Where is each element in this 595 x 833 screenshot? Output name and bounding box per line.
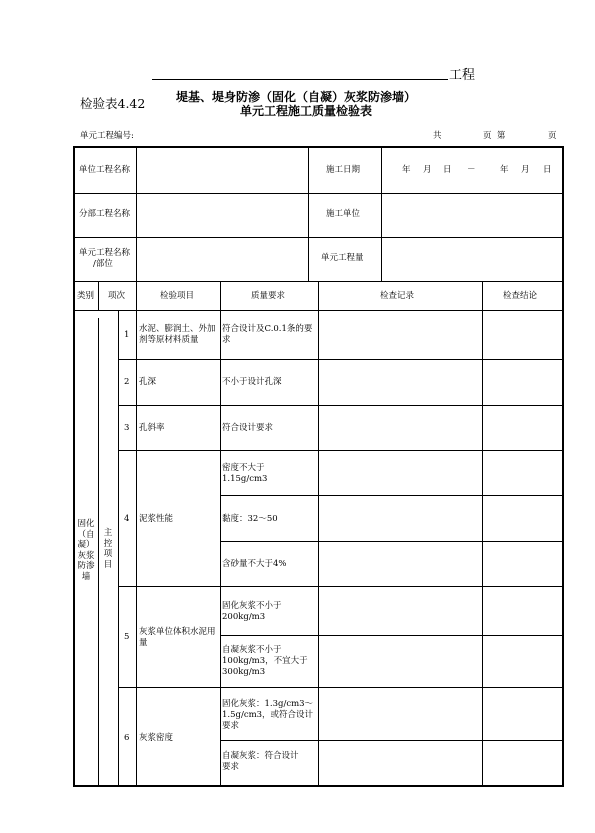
page-mid-label: 页 第 xyxy=(483,131,506,141)
row-3-item: 孔斜率 xyxy=(139,423,165,433)
table-right-border xyxy=(562,146,564,787)
row-3-record[interactable] xyxy=(319,406,481,449)
row-2-no: 2 xyxy=(124,377,130,387)
form-title-line1: 堤基、堤身防渗（固化（自凝）灰浆防渗墙） xyxy=(176,90,417,104)
row-4-req-1: 密度不大于1.15g/cm3 xyxy=(222,463,268,484)
row-1-item: 水泥、膨润土、外加剂等原材料质量 xyxy=(139,324,216,345)
row-5-record-2[interactable] xyxy=(319,636,481,686)
row-5-record-1[interactable] xyxy=(319,587,481,634)
row-6-conclusion[interactable] xyxy=(483,688,561,784)
row-4-record-3[interactable] xyxy=(319,542,481,585)
unit-code-label: 单元工程编号: xyxy=(80,131,134,141)
row-2-conclusion[interactable] xyxy=(483,360,561,404)
row-2-req: 不小于设计孔深 xyxy=(222,377,282,387)
row-5-conclusion[interactable] xyxy=(483,587,561,686)
header-item-no: 项次 xyxy=(108,291,126,301)
construction-unit-field[interactable] xyxy=(382,194,561,236)
table-left-border xyxy=(73,146,75,787)
date-dash: － xyxy=(467,165,476,175)
row-4-conclusion[interactable] xyxy=(483,451,561,585)
row-6-record-1[interactable] xyxy=(319,688,481,739)
unit-project-name-label: 单位工程名称 xyxy=(79,165,131,175)
row-3-conclusion[interactable] xyxy=(483,406,561,449)
category-label: 固化（自凝）灰浆防渗墙 xyxy=(77,519,95,582)
row-6-req-1: 固化灰浆：1.3g/cm3～1.5g/cm3，或符合设计要求 xyxy=(222,699,314,731)
row-4-req-3: 含砂量不大于4% xyxy=(222,559,287,569)
row-4-record-2[interactable] xyxy=(319,496,481,540)
date-year-1: 年 xyxy=(402,165,411,175)
division-name-label: 分部工程名称 xyxy=(79,209,131,219)
construction-date-label: 施工日期 xyxy=(326,165,361,175)
form-title-line2: 单元工程施工质量检验表 xyxy=(240,104,373,118)
header-category: 类别 xyxy=(77,291,95,301)
row-3-no: 3 xyxy=(124,423,130,433)
page-total-label: 共 xyxy=(433,131,442,141)
table-bottom-border xyxy=(73,785,563,787)
date-day-1: 日 xyxy=(443,165,452,175)
header-check-record: 检查记录 xyxy=(380,291,415,301)
row-2-record[interactable] xyxy=(319,360,481,404)
row-6-item: 灰浆密度 xyxy=(139,733,174,743)
row-1-conclusion[interactable] xyxy=(483,311,561,358)
row-6-req-2: 自凝灰浆：符合设计要求 xyxy=(222,751,299,772)
project-name-underline xyxy=(152,79,448,80)
page-end-label: 页 xyxy=(548,131,557,141)
row-4-item: 泥浆性能 xyxy=(139,514,174,524)
unit-quantity-field[interactable] xyxy=(382,238,561,280)
project-suffix: 工程 xyxy=(449,68,476,83)
row-4-req-2: 黏度：32～50 xyxy=(222,514,278,524)
row-1-record[interactable] xyxy=(319,311,481,358)
unit-name-field[interactable] xyxy=(138,238,307,280)
row-2-item: 孔深 xyxy=(139,377,157,387)
row-4-record-1[interactable] xyxy=(319,451,481,494)
date-month-1: 月 xyxy=(423,165,432,175)
date-month-2: 月 xyxy=(521,165,530,175)
row-5-req-1: 固化灰浆不小于200kg/m3 xyxy=(222,601,282,622)
date-year-2: 年 xyxy=(500,165,509,175)
row-3-req: 符合设计要求 xyxy=(222,423,274,433)
row-1-no: 1 xyxy=(124,330,130,340)
form-number: 检验表4.42 xyxy=(80,96,146,111)
row-5-req-2: 自凝灰浆不小于100kg/m3，不宜大于300kg/m3 xyxy=(222,645,308,677)
unit-quantity-label: 单元工程量 xyxy=(321,253,364,263)
header-check-item: 检验项目 xyxy=(160,291,195,301)
date-day-2: 日 xyxy=(543,165,552,175)
header-conclusion: 检查结论 xyxy=(503,291,538,301)
row-1-req: 符合设计及C.0.1条的要求 xyxy=(222,324,313,345)
unit-project-name-field[interactable] xyxy=(138,148,307,192)
row-5-no: 5 xyxy=(124,632,130,642)
row-6-record-2[interactable] xyxy=(319,741,481,784)
header-quality-req: 质量要求 xyxy=(251,291,286,301)
row-6-no: 6 xyxy=(124,733,130,743)
construction-unit-label: 施工单位 xyxy=(326,209,361,219)
row-5-item: 灰浆单位体积水泥用量 xyxy=(139,627,216,648)
unit-name-label-2: /部位 xyxy=(93,259,113,269)
division-name-field[interactable] xyxy=(138,194,307,236)
subcategory-label: 主控项目 xyxy=(103,528,113,570)
row-4-no: 4 xyxy=(124,514,130,524)
unit-name-label-1: 单元工程名称 xyxy=(79,248,131,258)
